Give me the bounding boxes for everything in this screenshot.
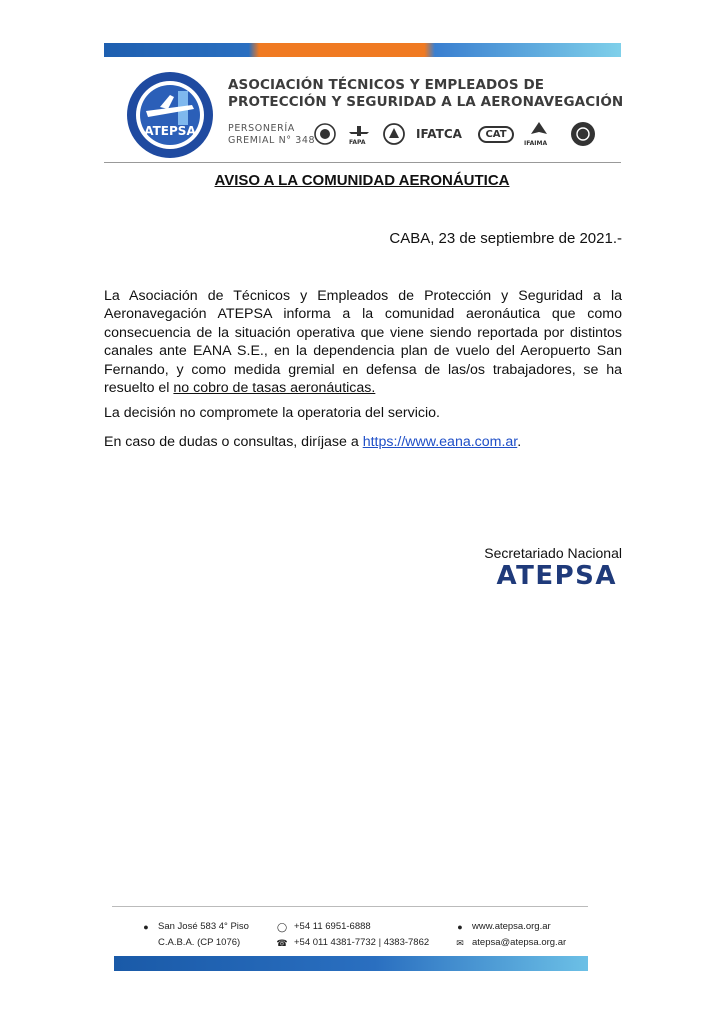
document-title: AVISO A LA COMUNIDAD AERONÁUTICA <box>214 172 510 189</box>
document-body <box>104 287 622 397</box>
atepsa-logo <box>126 71 214 159</box>
phone-numbers: +54 011 4381-7732 | 4383-7862 <box>294 937 430 948</box>
phone-icon: ☎ <box>276 938 288 948</box>
fapa-label: FAPA <box>349 139 366 146</box>
personeria-gremial <box>228 123 315 147</box>
address-line2: C.A.B.A. (CP 1076) <box>158 937 241 948</box>
paragraph-1-text: La Asociación de Técnicos y Empleados de Protección y Seguridad a la Aeronavegación ATEPSA informa a la comunidad aeronáutica que como consecuencia de la situación operativa que viene siendo reportada por distintos canales ante EANA S.E., en la dependencia plan de vuelo del Aeropuerto San Fernando, y como medida gremial en defensa de las/os trabajadores, se ha resuelto el <box>104 288 622 397</box>
eana-link[interactable]: https://www.eana.com.ar <box>362 434 518 450</box>
cat-label: CAT <box>478 126 513 143</box>
footer-divider <box>112 906 588 907</box>
whatsapp-icon: ◯ <box>276 922 288 932</box>
website-link[interactable]: www.atepsa.org.ar <box>472 921 551 932</box>
organization-name <box>228 77 623 111</box>
seal-emblem-icon <box>570 121 596 147</box>
whatsapp-number: +54 11 6951-6888 <box>294 921 371 932</box>
org-name-line2: PROTECCIÓN Y SEGURIDAD A LA AERONAVEGACIÓN <box>228 94 624 110</box>
header-divider <box>104 162 621 163</box>
ifaima-label: IFAIMA <box>524 140 548 147</box>
paragraph-3 <box>104 434 521 450</box>
org-name-line1: ASOCIACIÓN TÉCNICOS Y EMPLEADOS DE <box>228 77 545 93</box>
paragraph-1 <box>104 287 622 397</box>
paragraph-2: La decisión no compromete la operatoria del servicio. <box>104 405 440 421</box>
paragraph-1-underlined: no cobro de tasas aeronáuticas. <box>173 380 376 397</box>
document-date: CABA, 23 de septiembre de 2021.- <box>389 230 622 247</box>
union-emblem-icon <box>382 121 406 147</box>
ifatca-label: IFATCA <box>416 127 462 141</box>
personeria-line1: PERSONERÍA <box>228 123 295 134</box>
cgt-emblem-icon <box>313 121 337 147</box>
paragraph-3-text: En caso de dudas o consultas, diríjase a <box>104 434 363 450</box>
footer-online <box>454 919 566 951</box>
personeria-line2: GREMIAL N° 348 <box>228 135 316 146</box>
footer-address <box>140 919 249 951</box>
mail-icon: ✉ <box>456 938 464 948</box>
footer-phones <box>276 919 429 951</box>
footer-color-bar <box>114 956 588 971</box>
signature-role: Secretariado Nacional <box>484 545 622 561</box>
paragraph-3-end: . <box>517 434 522 450</box>
logo-text: ATEPSA <box>144 124 196 138</box>
address-line1: San José 583 4° Piso <box>158 921 249 932</box>
globe-icon: ● <box>457 922 463 932</box>
email-link[interactable]: atepsa@atepsa.org.ar <box>472 937 567 948</box>
cat-emblem <box>478 121 514 147</box>
pin-icon: ● <box>143 922 149 932</box>
header-color-bar <box>104 43 621 57</box>
signature-name: ATEPSA <box>496 561 617 591</box>
